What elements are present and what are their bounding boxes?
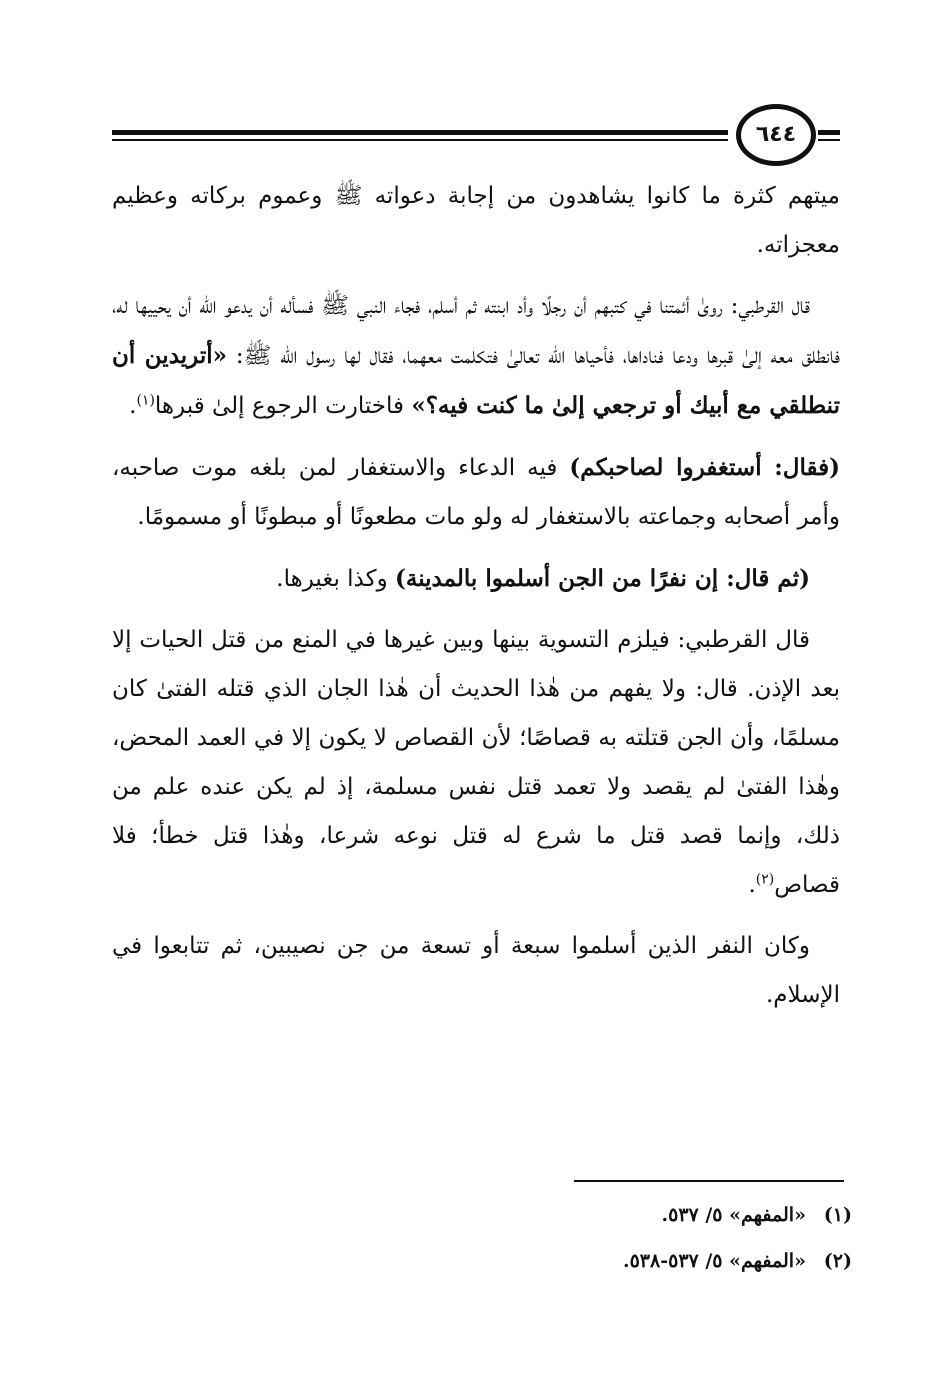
paragraph-end: .: [129, 393, 137, 419]
footnote-number: (٢): [823, 1250, 852, 1272]
paragraph-6: [112, 922, 840, 1020]
main-text: [112, 172, 840, 1032]
paragraph-text: فيه الدعاء والاستغفار لمن بلغه موت صاحبه، وأمر أصحابه وجماعته بالاستغفار له ولو مات مطعونًا أو مبطونًا أو مسمومًا.: [112, 455, 840, 530]
paragraph-text: ميتهم كثرة ما كانوا يشاهدون من إجابة دعواته ﷺ وعموم بركاته وعظيم معجزاته.: [112, 183, 840, 258]
footnote-text: «المفهم» ٥/ ٥٣٧-٥٣٨.: [622, 1250, 806, 1272]
page-number-medallion: [736, 104, 816, 166]
hadith-quote: «أتريدين أن تنطلقي مع أبيك أو ترجعي إلىٰ ما كنت فيه؟»: [112, 342, 840, 419]
paragraph-4: [112, 554, 840, 604]
header-rule-right-thin: [818, 139, 840, 141]
footnote-divider: [574, 1180, 844, 1182]
header-rule-thin: [112, 139, 728, 141]
paragraph-end: .: [748, 872, 756, 898]
paragraph-text: وكان النفر الذين أسلموا سبعة أو تسعة من جن نصيبين، ثم تتابعوا في الإسلام.: [112, 933, 840, 1008]
footnote-1: [112, 1192, 852, 1238]
paragraph-5: [112, 616, 840, 910]
footnote-reference[interactable]: (١): [136, 392, 155, 409]
footnote-number: (١): [823, 1204, 852, 1226]
paragraph-text: فاختارت الرجوع إلىٰ قبرها: [154, 393, 412, 419]
page-header: [112, 100, 840, 170]
paragraph-text: قال القرطبي: فيلزم التسوية بينها وبين غيرها في المنع من قتل الحيات إلا بعد الإذن. قال: ولا يفهم من هٰذا الحديث أن هٰذا الجان الذي قتله الفتىٰ كان مسلمًا، وأن الجن قتلته به قصاصًا؛ لأن القصاص لا يكون إلا في العمد المحض، وهٰذا الفتىٰ لم يقصد ولا تعمد قتل نفس مسلمة، إذ لم يكن عنده علم من ذلك، وإنما قصد قتل ما شرع له قتل نوعه شرعا، وهٰذا قتل خطأ؛ فلا قصاص: [112, 627, 840, 898]
footnotes: [112, 1192, 852, 1284]
paragraph-1: [112, 172, 840, 270]
paragraph-3: [112, 443, 840, 542]
paragraph-text: وكذا بغيرها.: [276, 566, 395, 592]
quoted-phrase: (ثم قال: إن نفرًا من الجن أسلموا بالمدينة): [394, 565, 810, 592]
paragraph-text: قال القرطبي: روىٰ أئمتنا في كتبهم أن رجلًا وأد ابنته ثم أسلم، فجاء النبي ﷺ فسأله أن يدعو الله أن يحييها له، فانطلق معه إلىٰ قبرها ودعا فناداها، فأحياها الله تعالىٰ فتكلمت معهما، فقال لها رسول الله ﷺ:: [112, 293, 840, 369]
quoted-phrase: (فقال: أستغفروا لصاحبكم): [569, 454, 840, 481]
footnote-text: «المفهم» ٥/ ٥٣٧.: [661, 1204, 806, 1226]
page-number: ٦٤٤: [755, 122, 797, 147]
header-rule-right-thick: [818, 130, 840, 135]
footnote-reference[interactable]: (٢): [755, 871, 775, 888]
header-rule-thick: [112, 130, 728, 135]
footnote-2: [112, 1238, 852, 1284]
paragraph-2: [112, 282, 840, 431]
